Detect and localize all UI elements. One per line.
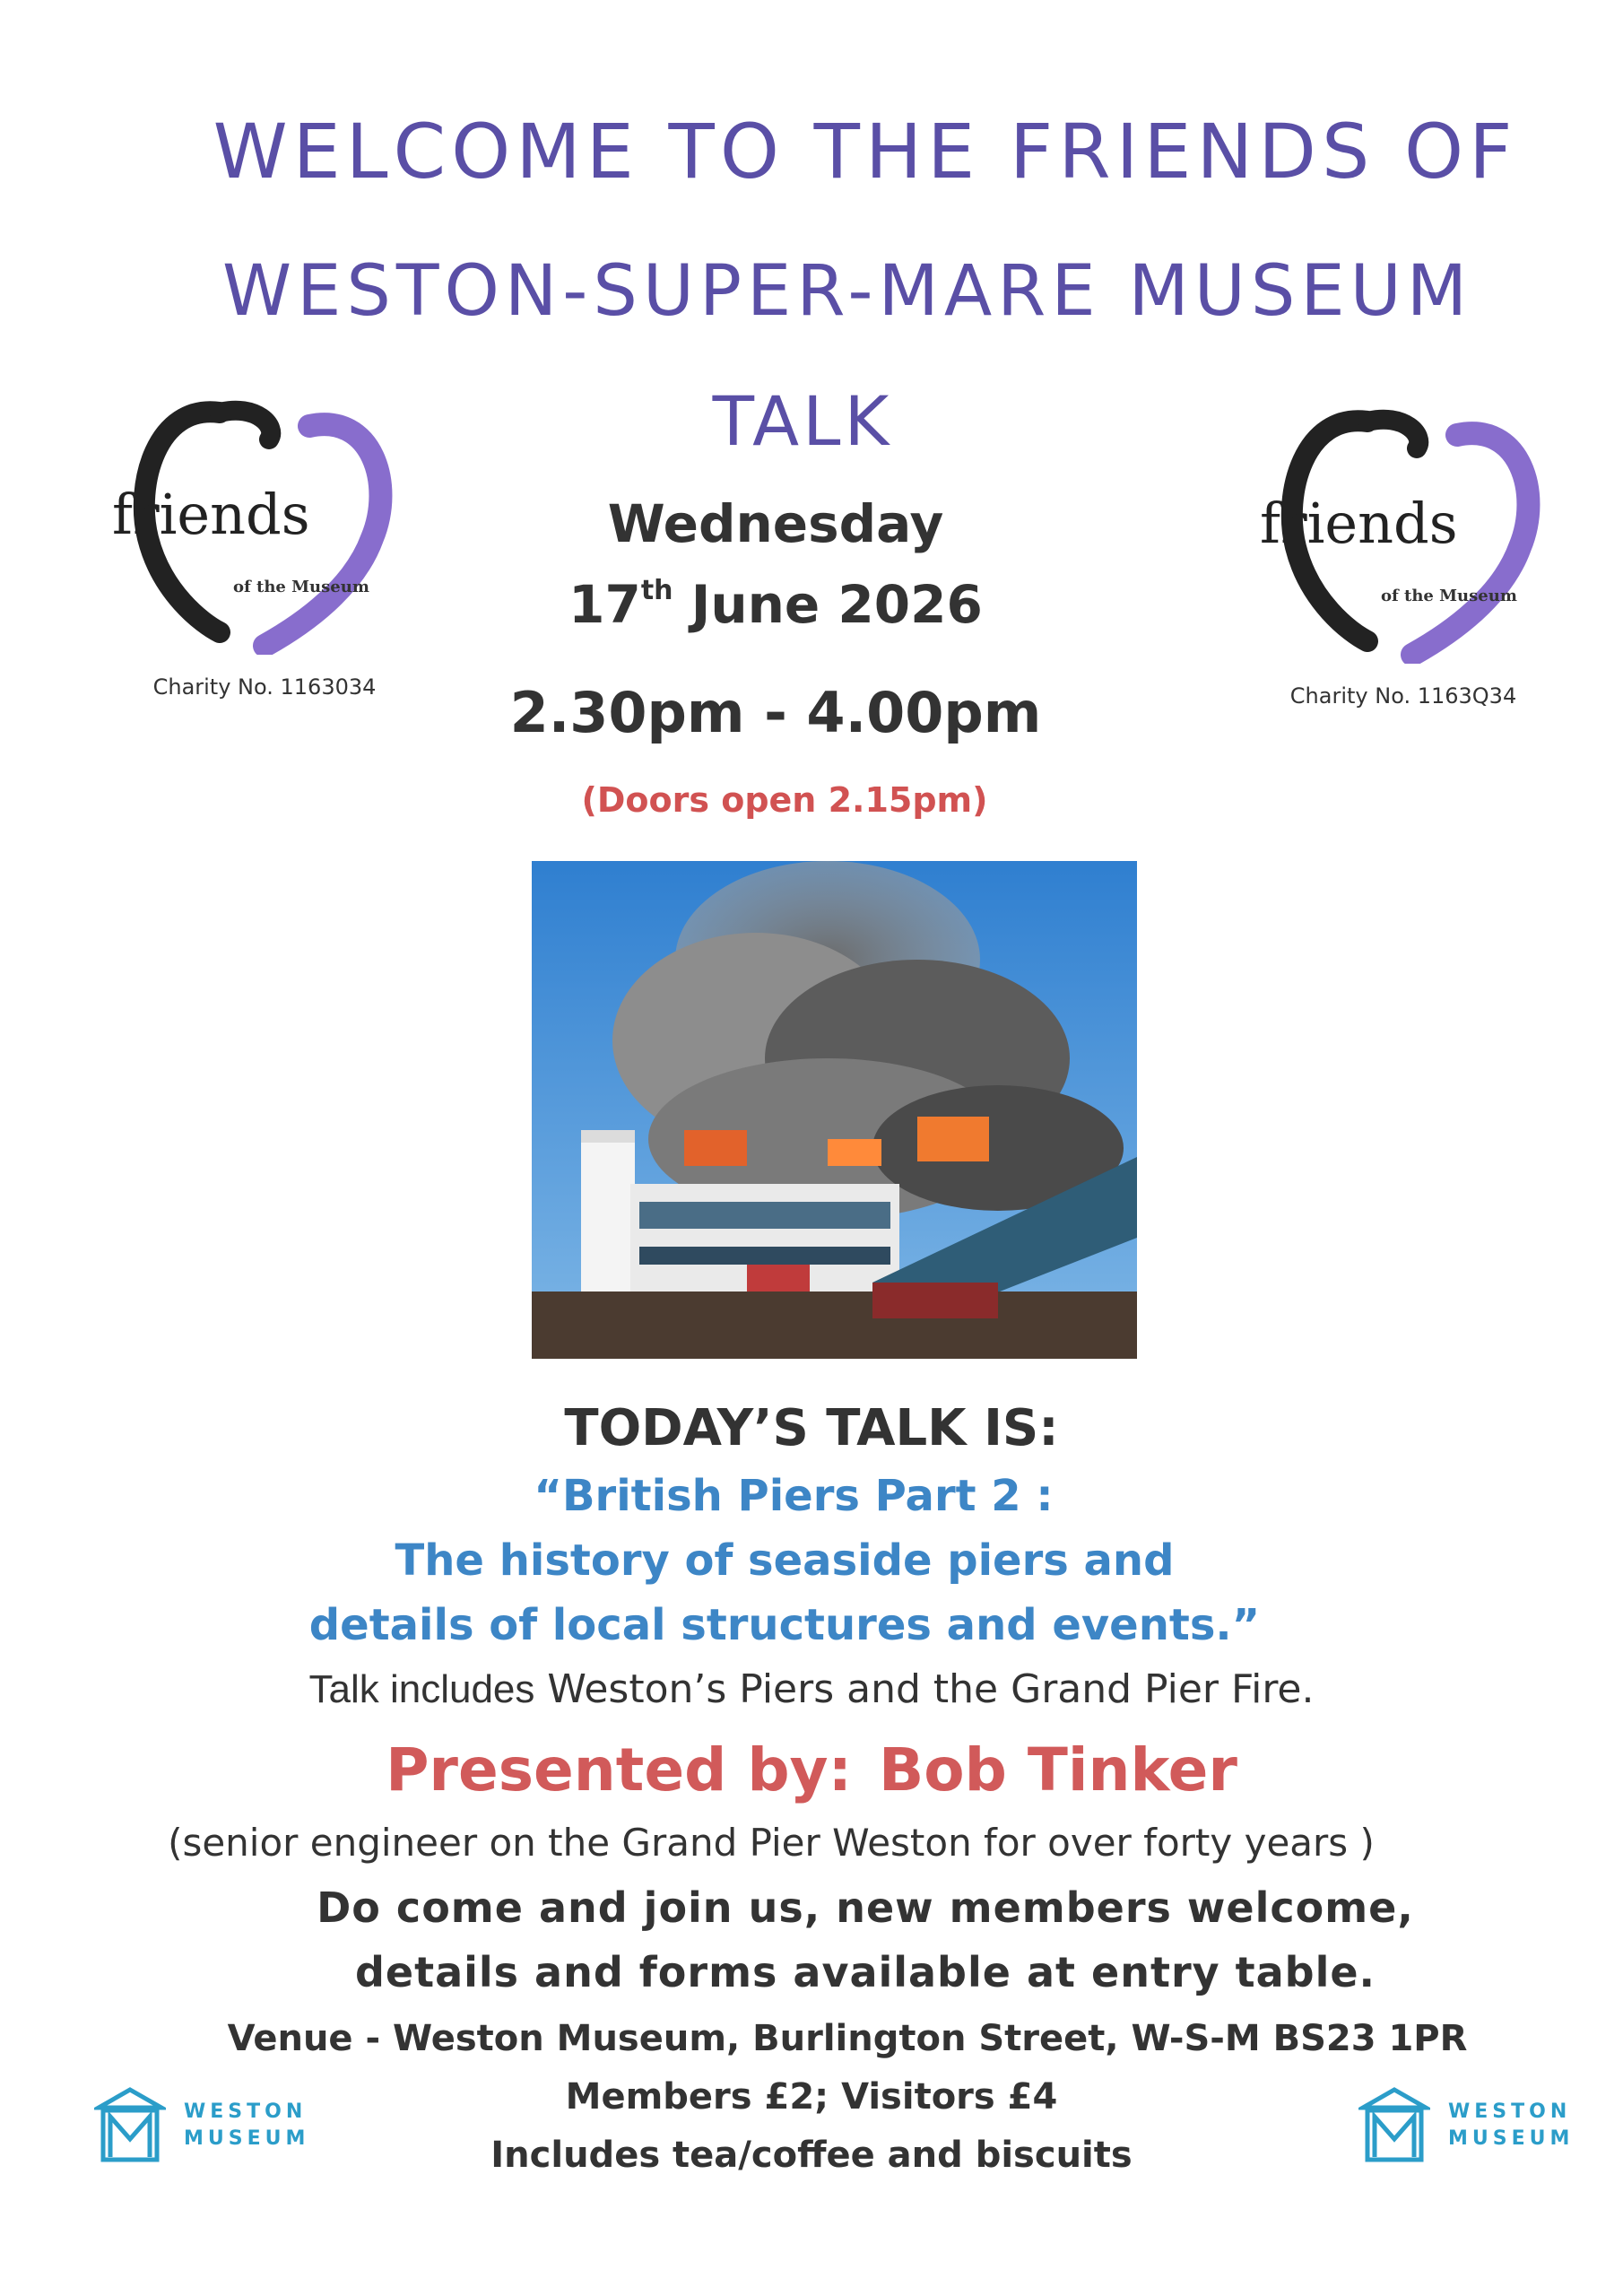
join-line-1: Do come and join us, new members welcome, [317,1883,1414,1932]
refreshments-note: Includes tea/coffee and biscuits [490,2135,1133,2176]
event-type-label: TALK [712,381,893,461]
date-number: 17 [568,574,641,635]
museum-line-1: WESTON [1448,2100,1572,2123]
presenter-description: (senior engineer on the Grand Pier Weston for over forty years ) [168,1821,1375,1865]
museum-building-icon [94,2085,166,2166]
venue-address: Venue - Weston Museum, Burlington Street, W-S-M BS23 1PR [227,2018,1468,2059]
museum-line-2: MUSEUM [184,2127,310,2150]
presenter-label: Presented by: [386,1735,852,1805]
pier-fire-photo [532,861,1137,1359]
friends-word: friends [1260,491,1458,556]
includes-prefix: Talk includes [308,1667,535,1711]
museum-line-2: MUSEUM [1448,2127,1575,2150]
date-rest: June 2026 [673,574,983,635]
talk-title-line-1: “British Piers Part 2 : [534,1471,1054,1521]
talk-title-line-3: details of local structures and events.” [308,1600,1261,1650]
talk-title-line-2: The history of seaside piers and [395,1535,1175,1586]
presenter-line [0,1735,1623,1805]
museum-line-1: WESTON [184,2100,308,2123]
ticket-prices: Members £2; Visitors £4 [565,2076,1058,2118]
event-time: 2.30pm - 4.00pm [509,680,1042,745]
friends-sub: of the Museum [233,578,369,596]
presenter-name: Bob Tinker [878,1735,1237,1805]
talk-includes [0,1666,1623,1712]
friends-sub: of the Museum [1381,587,1517,605]
charity-number-right: Charity No. 1163Q34 [1289,683,1517,709]
includes-rest: Weston’s Piers and the Grand Pier Fire. [534,1666,1315,1712]
weston-museum-logo-right [1358,2085,1574,2166]
header-line-1: WELCOME TO THE FRIENDS OF [213,108,1518,196]
talk-heading: TODAY’S TALK IS: [564,1399,1059,1457]
header-line-2: WESTON-SUPER-MARE MUSEUM [221,251,1473,332]
friends-word: friends [112,482,310,547]
charity-number-left: Charity No. 1163034 [152,674,377,700]
date-suffix: th [640,575,673,606]
event-day: Wednesday [607,493,944,554]
weston-museum-logo-left [94,2085,309,2166]
museum-building-icon [1358,2085,1430,2166]
event-date [0,574,1587,635]
join-line-2: details and forms available at entry table. [354,1948,1376,1996]
doors-open: (Doors open 2.15pm) [581,780,988,820]
